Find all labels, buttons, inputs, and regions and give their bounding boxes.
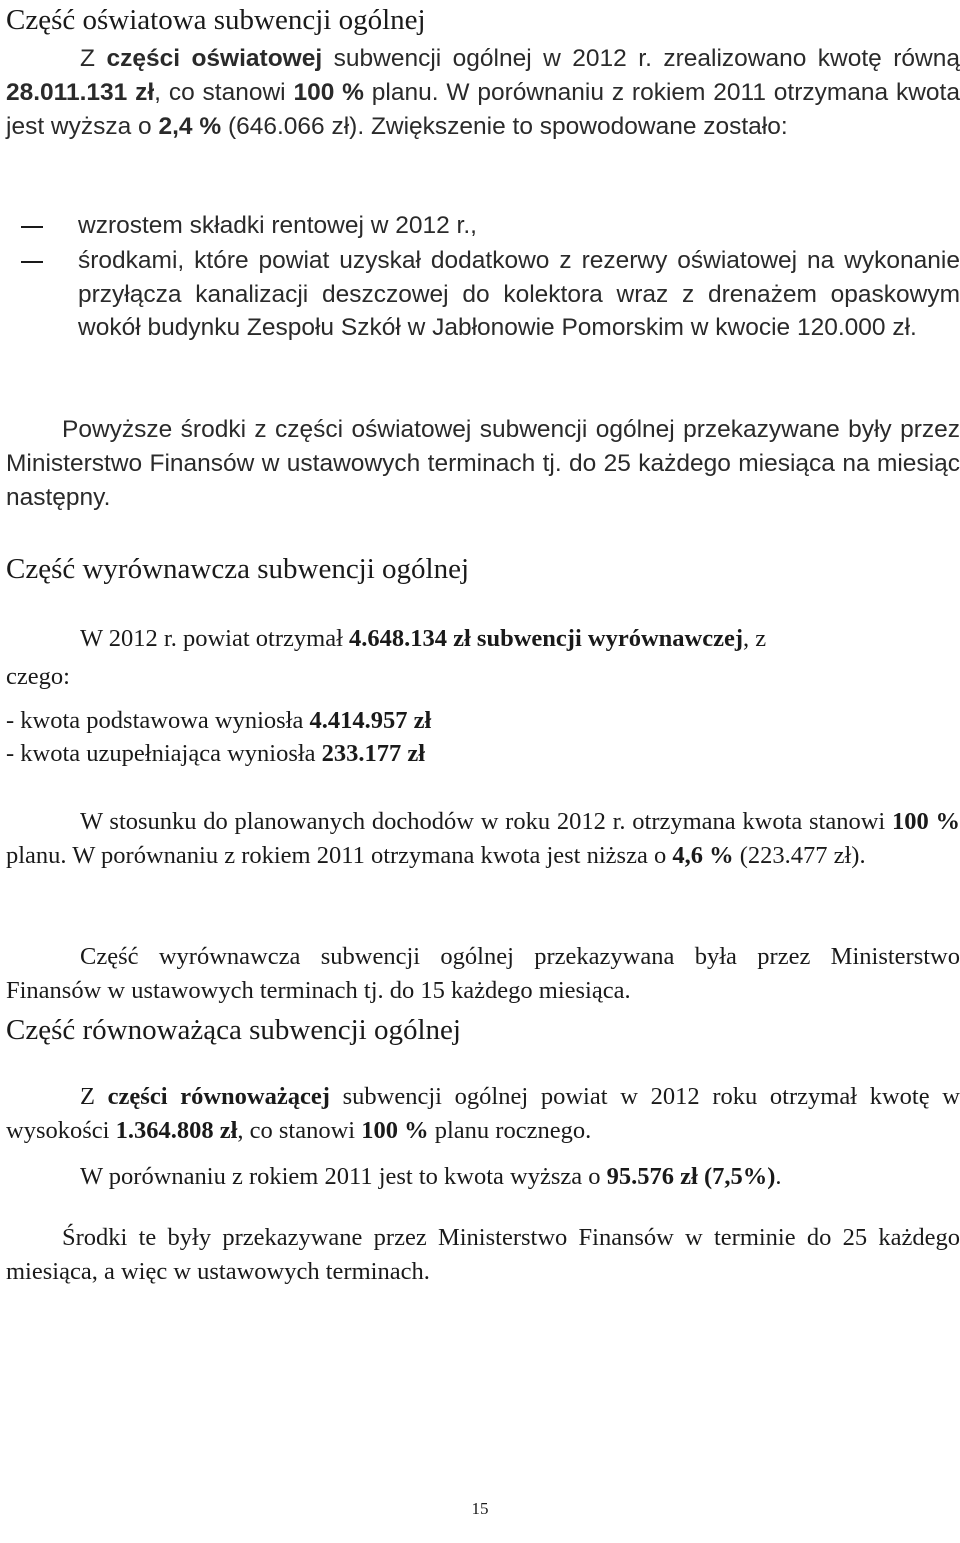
list-item-reason-1: wzrostem składki rentowej w 2012 r., [78, 209, 960, 243]
paragraph-wyrownawcza-comparison: W stosunku do planowanych dochodów w roku 2012 r. otrzymana kwota stanowi 100 % planu. W porównaniu z rokiem 2011 otrzymana kwota jest niższa o 4,6 % (223.477 zł). [6, 808, 960, 869]
line-kwota-uzupelniajaca: - kwota uzupełniająca wyniosła 233.177 zł [6, 740, 426, 767]
paragraph-rownowazaca-summary: Z części równoważącej subwencji ogólnej powiat w 2012 roku otrzymał kwotę w wysokości 1.364.808 zł, co stanowi 100 % planu rocznego. [6, 1083, 960, 1144]
paragraph-oswiatowa-summary: Z części oświatowej subwencji ogólnej w 2012 r. zrealizowano kwotę równą 28.011.131 zł, co stanowi 100 % planu. W porównaniu z rokiem 2011 otrzymana kwota jest wyższa o 2,4 % (646.066 zł). Zwiększenie to spowodowane zostało: [6, 45, 960, 140]
page-number: 15 [471, 1499, 489, 1518]
paragraph-wyrownawcza-intro: W 2012 r. powiat otrzymał 4.648.134 zł subwencji wyrównawczej, z [80, 625, 767, 652]
paragraph-wyrownawcza-transfer: Część wyrównawcza subwencji ogólnej przekazywana była przez Ministerstwo Finansów w ustawowych terminach tj. do 15 każdego miesiąca. [6, 943, 960, 1004]
line-kwota-podstawowa: - kwota podstawowa wyniosła 4.414.957 zł [6, 707, 432, 734]
section-heading-oswiatowa: Część oświatowa subwencji ogólnej [6, 4, 426, 36]
section-heading-wyrownawcza: Część wyrównawcza subwencji ogólnej [6, 553, 470, 585]
paragraph-oswiatowa-transfer: Powyższe środki z części oświatowej subwencji ogólnej przekazywane były przez Ministerstwo Finansów w ustawowych terminach tj. do 25 każdego miesiąca na miesiąc następny. [6, 416, 960, 511]
list-item-reason-2: środkami, które powiat uzyskał dodatkowo z rezerwy oświatowej na wykonanie przyłącza kanalizacji deszczowej do kolektora wraz z drenażem opaskowym wokół budynku Zespołu Szkół w Jabłonowie Pomorskim w kwocie 120.000 zł. [78, 244, 960, 345]
paragraph-wyrownawcza-intro-cont: czego: [6, 663, 70, 690]
paragraph-rownowazaca-comparison: W porównaniu z rokiem 2011 jest to kwota wyższa o 95.576 zł (7,5%). [80, 1163, 782, 1190]
paragraph-rownowazaca-transfer: Środki te były przekazywane przez Ministerstwo Finansów w terminie do 25 każdego miesiąca, a więc w ustawowych terminach. [6, 1224, 960, 1285]
section-heading-rownowazaca: Część równoważąca subwencji ogólnej [6, 1014, 461, 1046]
